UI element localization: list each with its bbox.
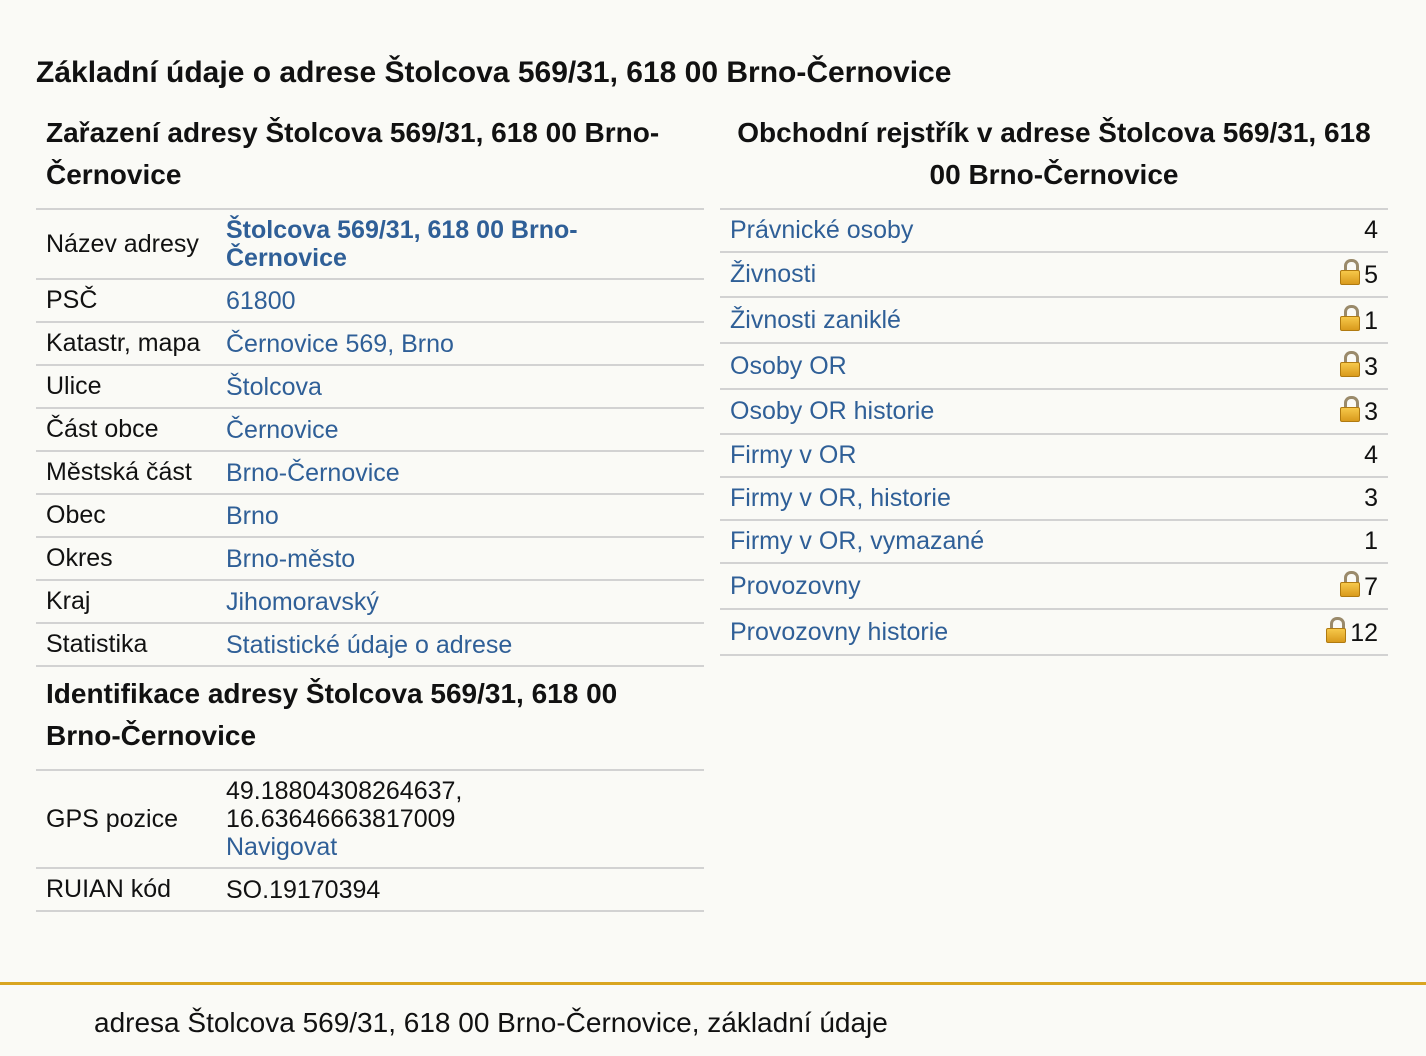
row-label: Okres (36, 537, 216, 580)
rejstrik-link-osoby-or[interactable]: Osoby OR (730, 351, 847, 380)
rejstrik-link-provozovny[interactable]: Provozovny (730, 571, 861, 600)
rejstrik-count: 1 (1364, 306, 1378, 335)
rejstrik-count: 5 (1364, 261, 1378, 289)
lock-icon (1340, 396, 1360, 422)
table-row (720, 389, 1388, 434)
table-row (36, 322, 704, 365)
gps-label: GPS pozice (36, 770, 216, 868)
right-column (720, 112, 1388, 656)
rejstrik-count: 12 (1350, 618, 1378, 647)
table-row (36, 365, 704, 408)
rejstrik-link-firmy-v-or[interactable]: Firmy v OR (730, 441, 857, 469)
lock-icon (1340, 351, 1360, 377)
table-row (36, 770, 704, 868)
rejstrik-link-zivnosti-zanikle[interactable]: Živnosti zaniklé (730, 305, 901, 334)
ulice-link[interactable]: Štolcova (226, 372, 322, 401)
statistika-link[interactable]: Statistické údaje o adrese (226, 630, 513, 659)
row-label: Obec (36, 494, 216, 537)
row-label: Název adresy (36, 209, 216, 279)
obec-link[interactable]: Brno (226, 501, 279, 530)
katastr-link[interactable]: Černovice 569, Brno (226, 329, 454, 358)
kraj-link[interactable]: Jihomoravský (226, 587, 379, 616)
row-label: Část obce (36, 408, 216, 451)
ruian-value: SO.19170394 (216, 868, 704, 911)
footer-divider (0, 982, 1426, 985)
table-row (720, 343, 1388, 389)
table-row (36, 580, 704, 623)
rejstrik-count: 3 (1364, 398, 1378, 426)
zarazeni-heading: Zařazení adresy Štolcova 569/31, 618 00 Brno-Černovice (46, 117, 660, 190)
table-row (36, 494, 704, 537)
table-row (36, 279, 704, 322)
table-row (36, 209, 704, 279)
lock-icon (1340, 571, 1360, 597)
rejstrik-count: 1 (1364, 527, 1378, 555)
lock-icon (1340, 259, 1360, 285)
table-row (36, 623, 704, 666)
zarazeni-table (36, 208, 704, 667)
lock-icon (1326, 617, 1346, 643)
left-column (36, 112, 704, 912)
table-row (720, 609, 1388, 655)
mestska-cast-link[interactable]: Brno-Černovice (226, 458, 400, 487)
row-label: Kraj (36, 580, 216, 623)
gps-lat: 49.18804308264637, (226, 777, 463, 805)
rejstrik-link-pravnicke-osoby[interactable]: Právnické osoby (730, 216, 914, 244)
row-label: Městská část (36, 451, 216, 494)
lock-icon (1340, 305, 1360, 331)
psc-link[interactable]: 61800 (226, 286, 296, 315)
identifikace-heading: Identifikace adresy Štolcova 569/31, 618 00 Brno-Černovice (46, 678, 618, 751)
gps-lon: 16.63646663817009 (226, 805, 456, 833)
ruian-label: RUIAN kód (36, 868, 216, 911)
table-row (36, 408, 704, 451)
rejstrik-count: 3 (1364, 352, 1378, 381)
footer-text: adresa Štolcova 569/31, 618 00 Brno-Černovice, základní údaje (94, 1007, 888, 1038)
rejstrik-count: 4 (1364, 216, 1378, 244)
row-label: PSČ (36, 279, 216, 322)
table-row (720, 209, 1388, 252)
cast-obce-link[interactable]: Černovice (226, 415, 339, 444)
table-row (720, 563, 1388, 609)
table-row (36, 451, 704, 494)
navigate-link[interactable]: Navigovat (226, 833, 338, 861)
table-row (720, 434, 1388, 477)
rejstrik-link-provozovny-historie[interactable]: Provozovny historie (730, 617, 949, 646)
table-row (36, 868, 704, 911)
rejstrik-table (720, 208, 1388, 656)
rejstrik-count: 7 (1364, 572, 1378, 601)
identifikace-table (36, 769, 704, 912)
page-title: Základní údaje o adrese Štolcova 569/31, 618 00 Brno-Černovice (36, 56, 952, 89)
table-row (720, 252, 1388, 297)
table-row (720, 297, 1388, 343)
table-row (36, 537, 704, 580)
rejstrik-link-firmy-v-or-historie[interactable]: Firmy v OR, historie (730, 484, 951, 512)
row-label: Ulice (36, 365, 216, 408)
okres-link[interactable]: Brno-město (226, 544, 356, 573)
rejstrik-heading: Obchodní rejstřík v adrese Štolcova 569/31, 618 00 Brno-Černovice (737, 117, 1371, 190)
rejstrik-link-osoby-or-historie[interactable]: Osoby OR historie (730, 397, 935, 425)
row-label: Statistika (36, 623, 216, 666)
address-name-link[interactable]: Štolcova 569/31, 618 00 Brno-Černovice (226, 216, 578, 272)
rejstrik-count: 4 (1364, 441, 1378, 469)
rejstrik-link-zivnosti[interactable]: Živnosti (730, 260, 817, 288)
table-row (720, 520, 1388, 563)
rejstrik-count: 3 (1364, 484, 1378, 512)
rejstrik-link-firmy-v-or-vymazane[interactable]: Firmy v OR, vymazané (730, 527, 985, 555)
row-label: Katastr, mapa (36, 322, 216, 365)
table-row (720, 477, 1388, 520)
